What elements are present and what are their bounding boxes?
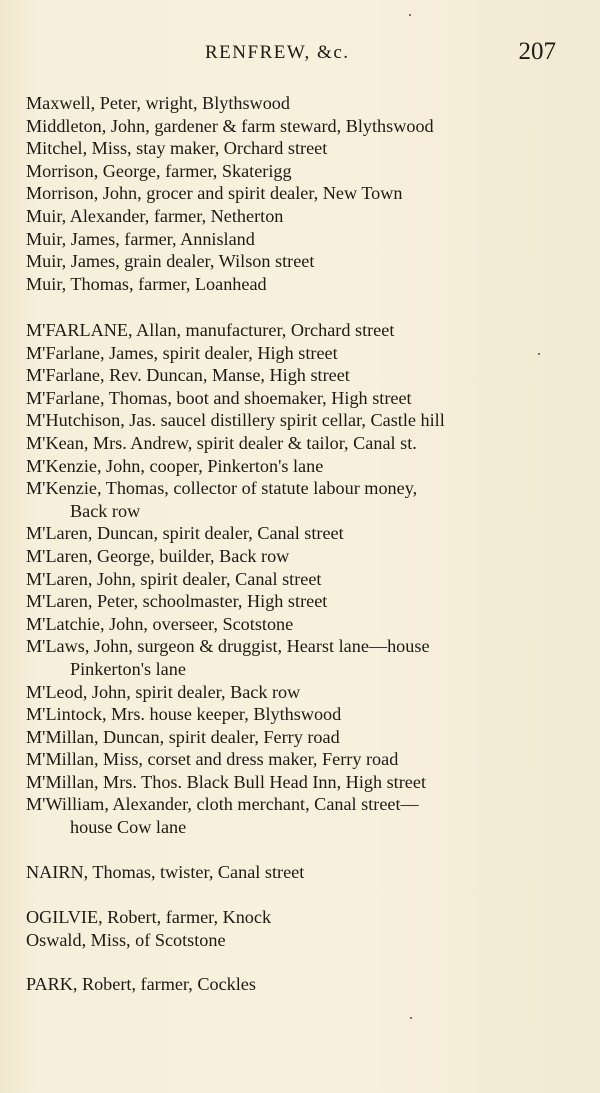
- page-number: 207: [518, 38, 556, 65]
- running-head: RENFREW, &c.: [205, 42, 350, 63]
- directory-entry: M'Kenzie, John, cooper, Pinkerton's lane: [26, 455, 324, 476]
- directory-entry-continuation: Pinkerton's lane: [70, 658, 186, 679]
- directory-entry: M'Farlane, Rev. Duncan, Manse, High street: [26, 365, 350, 386]
- paper-speck: [538, 353, 540, 355]
- directory-entry: M'Laren, Duncan, spirit dealer, Canal street: [26, 523, 344, 544]
- directory-entry-continuation: house Cow lane: [70, 817, 187, 838]
- directory-entry: M'William, Alexander, cloth merchant, Canal street—: [26, 794, 419, 815]
- page-header: [0, 38, 600, 68]
- directory-entry: Morrison, John, grocer and spirit dealer, New Town: [26, 183, 403, 204]
- directory-entry: Middleton, John, gardener & farm steward, Blythswood: [26, 115, 434, 136]
- directory-entry: M'Farlane, Thomas, boot and shoemaker, High street: [26, 387, 412, 408]
- directory-entry: M'FARLANE, Allan, manufacturer, Orchard street: [26, 320, 395, 340]
- directory-entry: M'Latchie, John, overseer, Scotstone: [26, 613, 294, 634]
- directory-entry: M'Kean, Mrs. Andrew, spirit dealer & tailor, Canal st.: [26, 432, 417, 453]
- section-m: [26, 92, 566, 295]
- directory-entry: OGILVIE, Robert, farmer, Knock: [26, 907, 272, 927]
- directory-entry: M'Laws, John, surgeon & druggist, Hearst lane—house: [26, 636, 430, 657]
- directory-entry: Muir, Alexander, farmer, Netherton: [26, 205, 284, 226]
- section-mc: [26, 319, 566, 839]
- directory-entry-continuation: Back row: [70, 500, 141, 521]
- directory-entry: M'Laren, George, builder, Back row: [26, 545, 290, 566]
- paper-speck: [410, 1017, 412, 1019]
- directory-entry: M'Millan, Miss, corset and dress maker, Ferry road: [26, 749, 399, 770]
- section-n: [26, 861, 566, 884]
- directory-entry: M'Lintock, Mrs. house keeper, Blythswood: [26, 704, 342, 725]
- directory-entry: M'Millan, Mrs. Thos. Black Bull Head Inn, High street: [26, 771, 426, 792]
- directory-entry: Oswald, Miss, of Scotstone: [26, 929, 226, 950]
- directory-entry: Maxwell, Peter, wright, Blythswood: [26, 93, 290, 113]
- directory-entry: Mitchel, Miss, stay maker, Orchard street: [26, 138, 328, 159]
- directory-entry: M'Millan, Duncan, spirit dealer, Ferry road: [26, 726, 340, 747]
- directory-entry: M'Kenzie, Thomas, collector of statute labour money,: [26, 478, 418, 499]
- section-o: [26, 906, 566, 951]
- directory-entry: M'Laren, John, spirit dealer, Canal street: [26, 568, 322, 589]
- directory-entry: Muir, Thomas, farmer, Loanhead: [26, 273, 267, 294]
- directory-entry: M'Laren, Peter, schoolmaster, High street: [26, 591, 328, 612]
- directory-entry: PARK, Robert, farmer, Cockles: [26, 974, 256, 994]
- directory-entry: M'Leod, John, spirit dealer, Back row: [26, 681, 301, 702]
- directory-entry: Morrison, George, farmer, Skaterigg: [26, 160, 292, 181]
- paper-speck: [409, 14, 411, 16]
- directory-entry: NAIRN, Thomas, twister, Canal street: [26, 862, 305, 882]
- directory-entry: Muir, James, grain dealer, Wilson street: [26, 251, 315, 272]
- directory-entry: M'Hutchison, Jas. saucel distillery spirit cellar, Castle hill: [26, 410, 445, 431]
- directory-entry: M'Farlane, James, spirit dealer, High street: [26, 342, 338, 363]
- section-p: [26, 973, 566, 996]
- directory-entry: Muir, James, farmer, Annisland: [26, 228, 255, 249]
